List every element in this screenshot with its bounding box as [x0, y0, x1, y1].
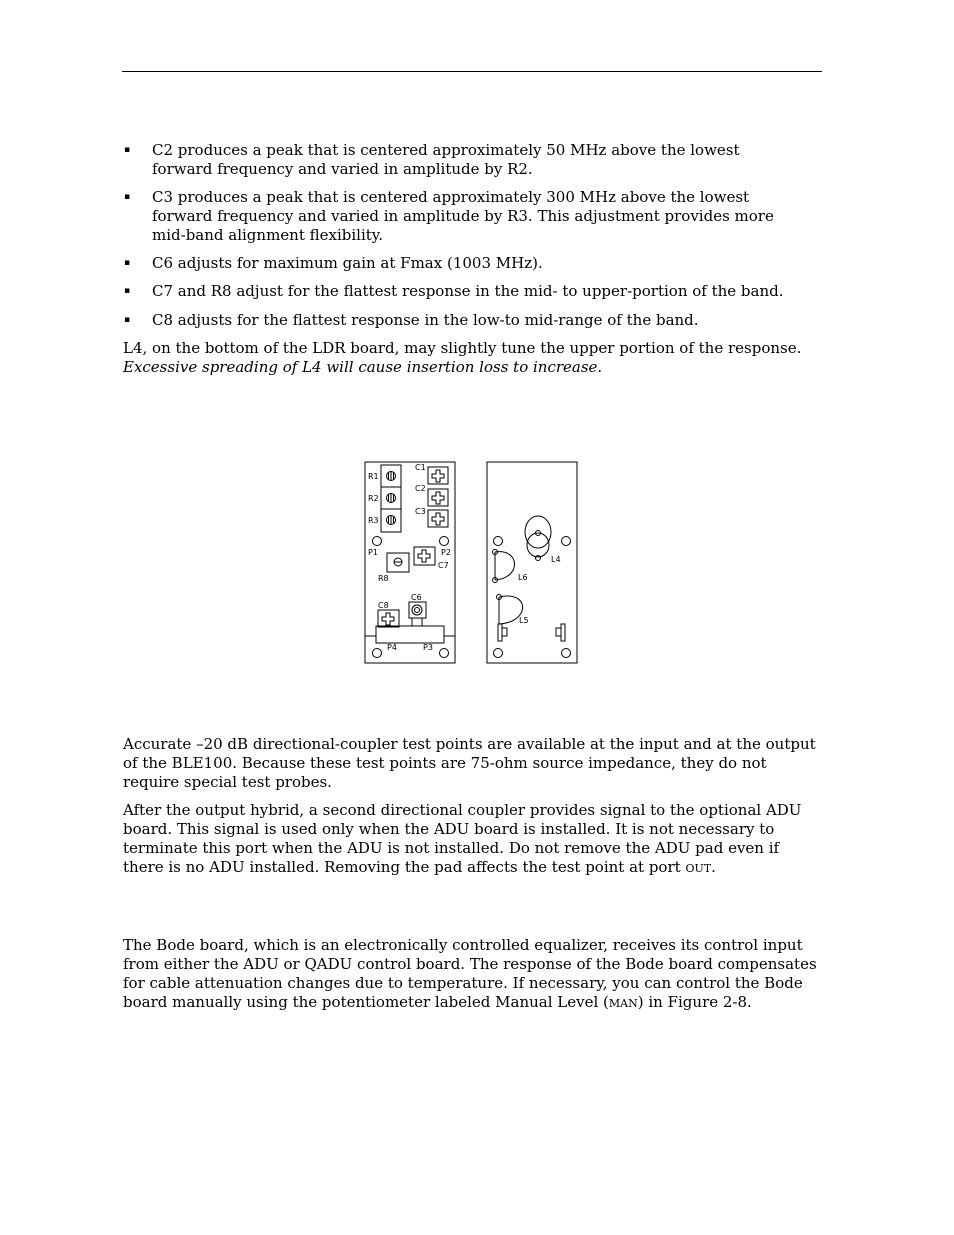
- label-l6: L6: [518, 573, 528, 582]
- l4-coil-icon: [525, 516, 551, 548]
- label-r3: R3: [368, 516, 379, 525]
- label-c6: C6: [411, 593, 422, 602]
- c2-trimmer-icon: [432, 492, 444, 504]
- hybrid-paragraph: After the output hybrid, a second directional coupler provides signal to the optional ADU board. This signal is used only when the ADU board is installed. It is not necessary to terminate this port when the ADU is not installed. Do not remove the ADU pad even if there is no ADU installed. Removing the pad affects the test point at port OUT.: [123, 801, 802, 876]
- label-c7: C7: [438, 561, 449, 570]
- label-p4: P4: [387, 643, 397, 652]
- hybrid-text: After the output hybrid, a second directional coupler provides signal to the optional ADU board. This signal is used only when the ADU board is installed. It is not necessary to terminate this port when the ADU is not installed. Do not remove the ADU pad even if there is no ADU installed. Removing the pad affects the test point at port: [123, 801, 802, 876]
- label-p2: P2: [441, 548, 451, 557]
- label-r8: R8: [378, 574, 389, 583]
- label-p1: P1: [368, 548, 378, 557]
- bullet-item-c2: C2 produces a peak that is centered approximately 50 MHz above the lowest forward frequency and varied in amplitude by R2.: [152, 141, 740, 178]
- c6-trimmer-icon: [412, 605, 422, 615]
- c3-trimmer-icon: [432, 513, 444, 525]
- label-c2: C2: [415, 484, 426, 493]
- label-l4: L4: [551, 555, 561, 564]
- header-rule: [122, 71, 822, 72]
- c7-trimmer-icon: [418, 550, 430, 562]
- man-label: MAN: [608, 997, 638, 1010]
- l4-paragraph: [123, 339, 823, 377]
- bullet-marker: ▪: [124, 258, 131, 268]
- bullet-item-c8: C8 adjusts for the flattest response in the low-to mid-range of the band.: [152, 311, 699, 329]
- ldr-board-diagram: [360, 458, 582, 668]
- bode-text-end: ) in Figure 2-8.: [637, 993, 752, 1011]
- c1-trimmer-icon: [432, 470, 444, 482]
- bullet-marker: ▪: [124, 145, 131, 155]
- board-bottom-outline: [487, 462, 577, 663]
- label-c8: C8: [378, 601, 389, 610]
- bullet-marker: ▪: [124, 286, 131, 296]
- label-c1: C1: [415, 463, 426, 472]
- bullet-item-c3: C3 produces a peak that is centered approximately 300 MHz above the lowest forward frequency and varied in amplitude by R3. This adjustment provides more mid-band alignment flexibility.: [152, 188, 774, 244]
- port-out-label: OUT: [685, 862, 712, 875]
- bullet-item-c7-r8: C7 and R8 adjust for the flattest response in the mid- to upper-portion of the band.: [152, 282, 784, 300]
- bode-paragraph: [123, 936, 823, 1013]
- bullet-item-c6: C6 adjusts for maximum gain at Fmax (1003 MHz).: [152, 254, 543, 272]
- label-l5: L5: [519, 616, 529, 625]
- coupler-paragraph: Accurate –20 dB directional-coupler test points are available at the input and at the output of the BLE100. Because these test points are 75-ohm source impedance, they do not require special test probes.: [123, 735, 816, 791]
- label-c3: C3: [415, 507, 426, 516]
- l4-text: L4, on the bottom of the LDR board, may slightly tune the upper portion of the response.: [123, 339, 802, 357]
- label-p3: P3: [423, 643, 433, 652]
- bode-text: The Bode board, which is an electronically controlled equalizer, receives its control input from either the ADU or QADU control board. The response of the Bode board compensates for cable attenuation changes due to temperature. If necessary, you can control the Bode board manually using the potentiometer labeled Manual Level (: [123, 936, 817, 1011]
- bullet-marker: ▪: [124, 192, 131, 202]
- label-r1: R1: [368, 472, 379, 481]
- c8-trimmer-icon: [382, 613, 394, 625]
- connector-block: [376, 626, 444, 643]
- bullet-marker: ▪: [124, 315, 131, 325]
- label-r2: R2: [368, 494, 379, 503]
- l4-warning: Excessive spreading of L4 will cause insertion loss to increase.: [123, 358, 603, 376]
- l6-coil-icon: [495, 552, 515, 580]
